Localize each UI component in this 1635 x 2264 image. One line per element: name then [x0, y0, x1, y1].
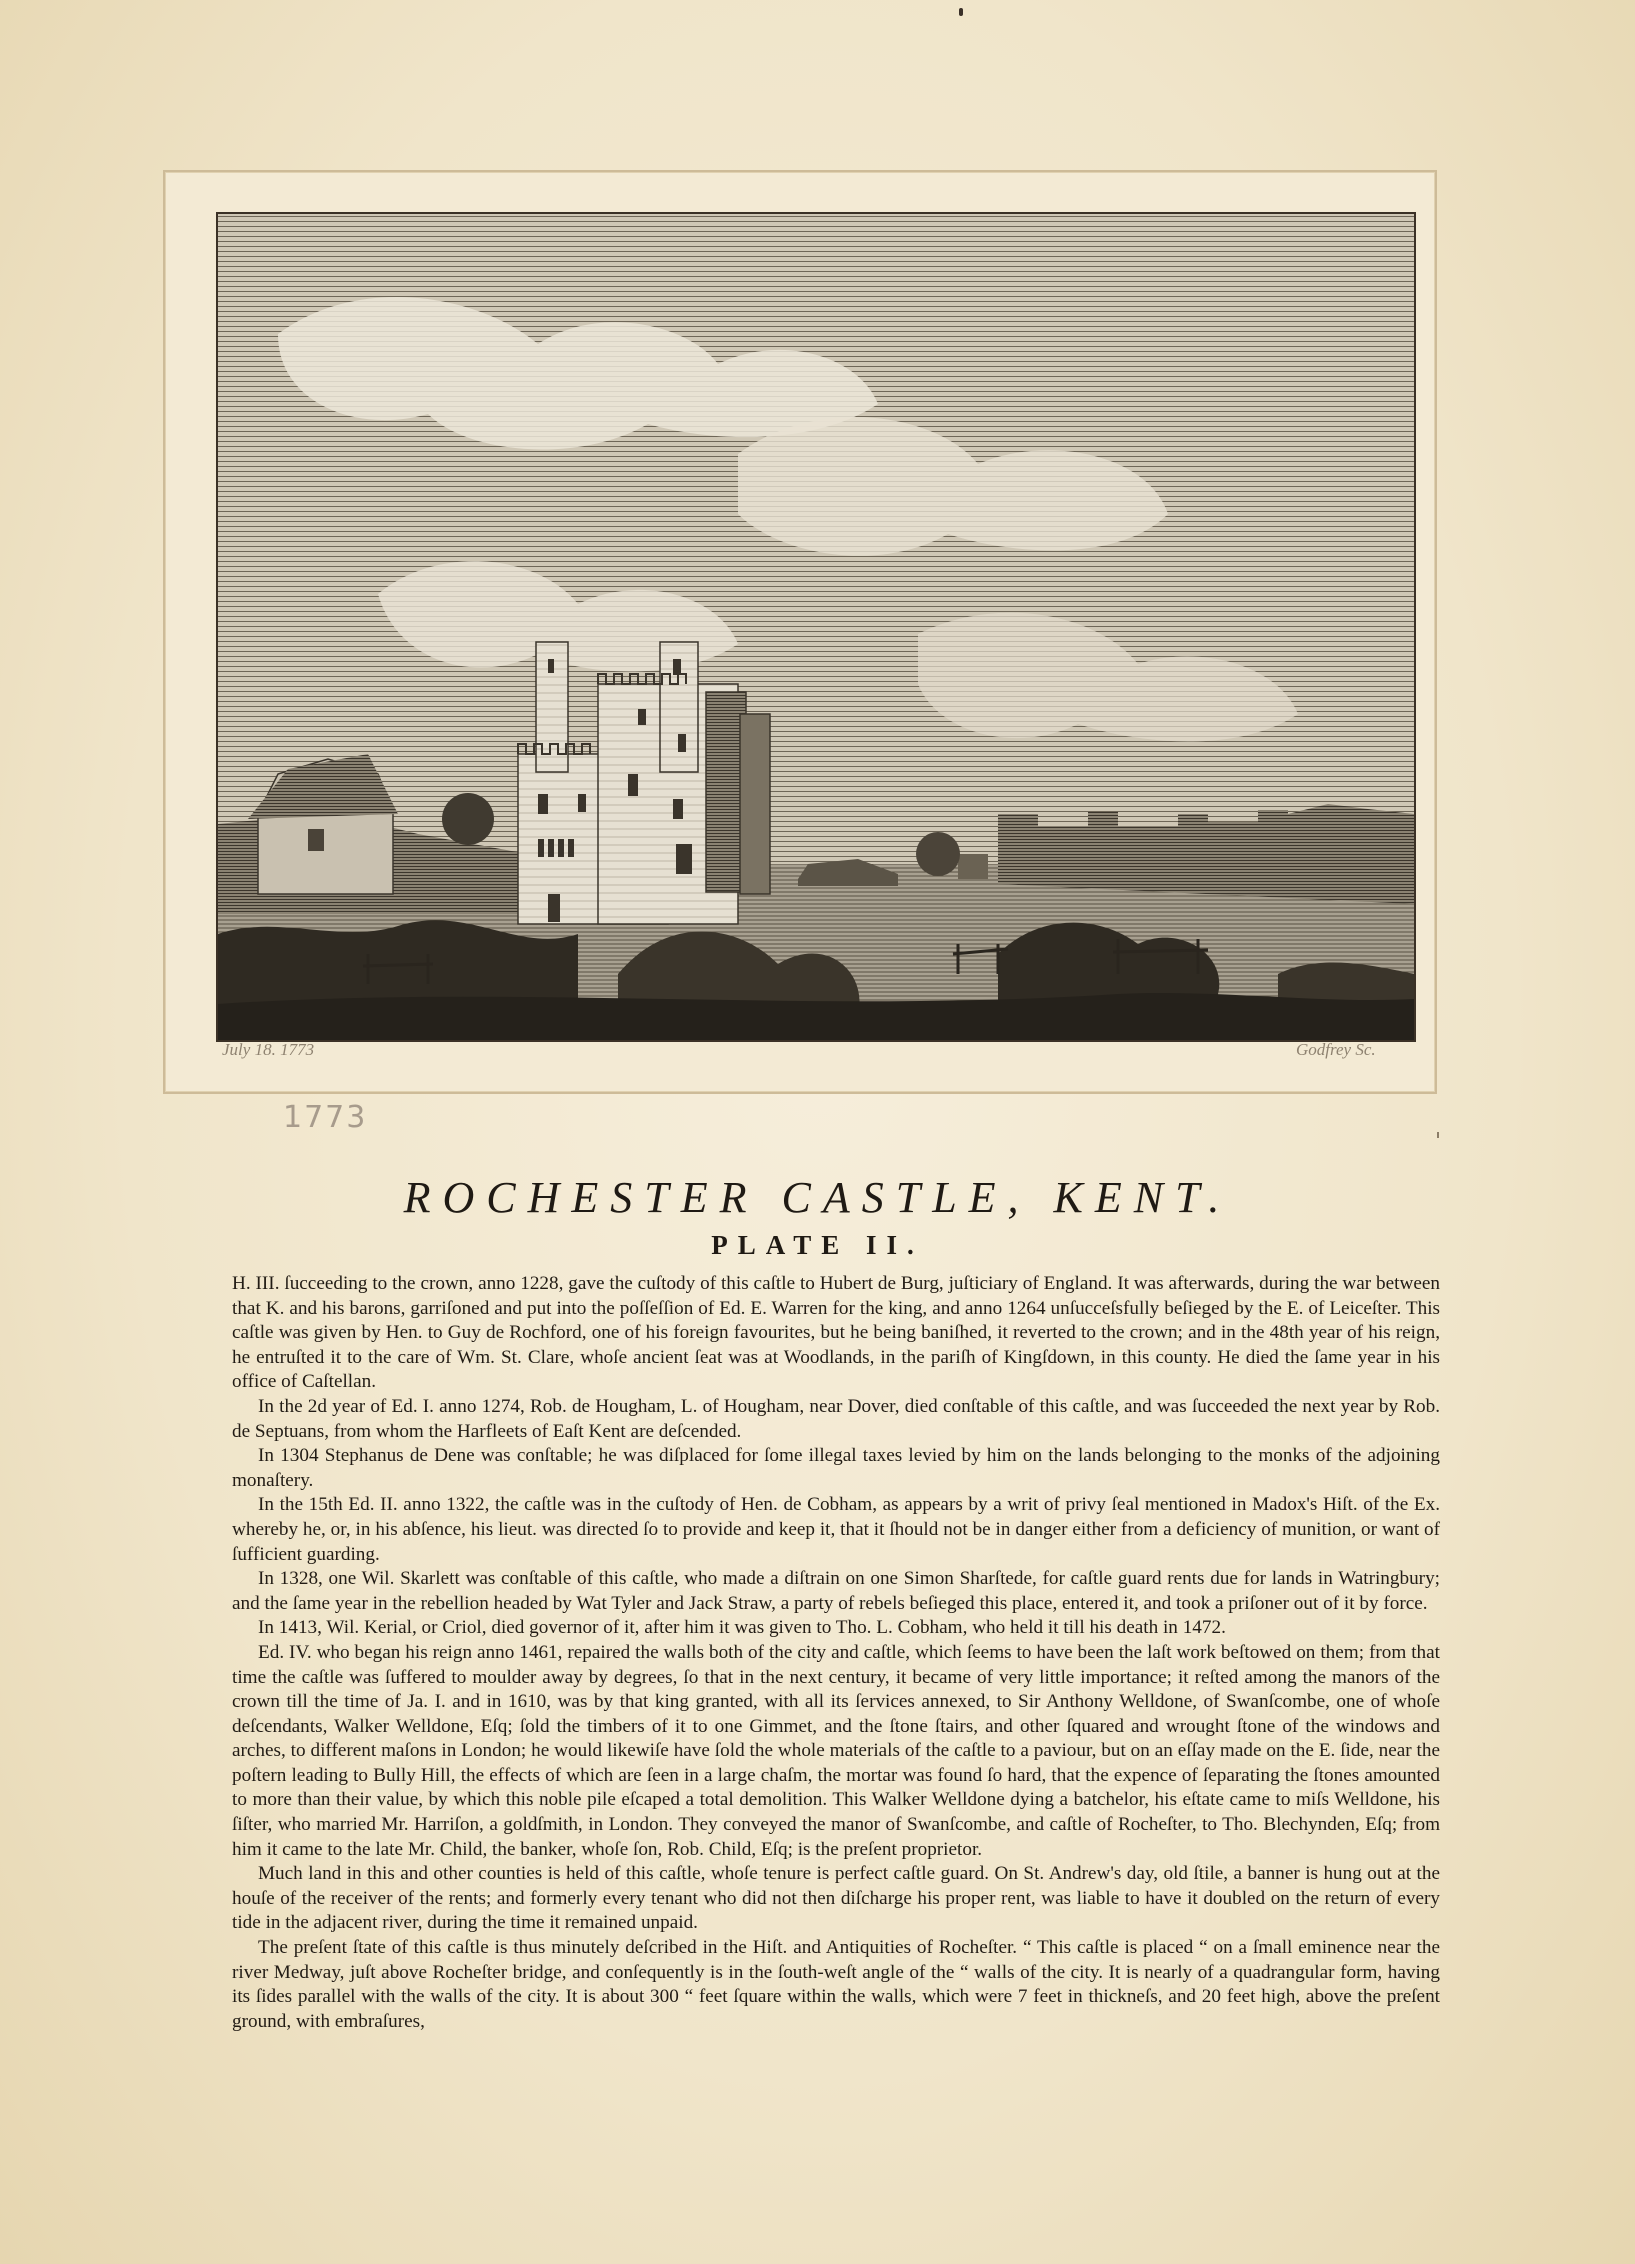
paragraph: In the 15th Ed. II. anno 1322, the caſtle was in the cuſtody of Hen. de Cobham, as appears by a writ of privy ſeal mentioned in Madox's Hiſt. of the Ex. whereby he, or, in his abſence, his lieut. was directed ſo to provide and keep it, that it ſhould not be in danger either from a deficiency of munition, or want of ſufficient guarding.	[232, 1494, 1440, 1565]
paragraph: In 1328, one Wil. Skarlett was conſtable of this caſtle, who made a diſtrain on one Simon Sharſtede, for caſtle guard rents due for lands in Watringbury; and the ſame year in the rebellion headed by Wat Tyler and Jack Straw, a party of rebels beſieged this place, entered it, and took a priſoner out of it by force.	[232, 1568, 1440, 1614]
cottage-window	[308, 829, 324, 851]
ruin-fragment	[958, 854, 988, 879]
engraver-signature: Godfrey Sc.	[1296, 1040, 1376, 1059]
tree	[442, 793, 494, 845]
paragraph: In 1413, Wil. Kerial, or Criol, died governor of it, after him it was given to Tho. L. Cobham, who held it till his death in 1472.	[258, 1617, 1226, 1639]
paragraph: H. III. ſucceeding to the crown, anno 1228, gave the cuſtody of this caſtle to Hubert de Burg, juſticiary of England. It was afterwards, during the war between that K. and his barons, garriſoned and put into the poſſeſſion of Ed. E. Warren for the king, and anno 1264 unſucceſsfully beſieged by the E. of Leiceſter. This caſtle was given by Hen. to Guy de Rochford, one of his foreign favourites, but he being baniſhed, it reverted to the crown; and in the 48th year of his reign, he entruſted it to the care of Wm. St. Clare, whoſe ancient ſeat was at Woodlands, in the pariſh of Kingſdown, in this county. He died the ſame year in his office of Caſtellan.	[232, 1273, 1440, 1393]
plate-date-inscription: July 18. 1773	[222, 1040, 315, 1059]
ink-speck	[959, 8, 963, 16]
page-title: ROCHESTER CASTLE, KENT.	[403, 1173, 1232, 1222]
paragraph: Ed. IV. who began his reign anno 1461, repaired the walls both of the city and caſtle, which ſeems to have been the laſt work beſtowed on them; from that time the caſtle was ſuffered to moulder away by degrees, ſo that in the next century, it became of very little importance; it reſted among the manors of the crown till the time of Ja. I. and in 1610, was by that king granted, with all its ſervices annexed, to Sir Anthony Welldone, of Swanſcombe, one of whoſe deſcendants, Walker Welldone, Eſq; ſold the timbers of it to one Gimmet, and the ſtone ſtairs, and other ſquared and wrought ſtone of the windows and arches, to different maſons in London; he would likewiſe have ſold the whole materials of the caſtle to a paviour, but on an eſſay made on the E. ſide, near the poſtern leading to Bully Hill, the effects of which are ſeen in a large chaſm, the mortar was found ſo hard, that the expence of ſeparating the ſtones amounted to more than their value, by which this noble pile eſcaped a total demolition. This Walker Welldone dying a batchelor, his eſtate came to miſs Welldone, his ſiſter, who married Mr. Harriſon, a goldſmith, in London. They conveyed the manor of Swanſcombe, and caſtle of Rocheſter, to Tho. Blechynden, Eſq; from him it came to the late Mr. Child, the banker, whoſe ſon, Rob. Child, Eſq; is the preſent proprietor.	[232, 1641, 1440, 1860]
engraving-rochester-castle	[216, 212, 1416, 1042]
paragraph: Much land in this and other counties is held of this caſtle, whoſe tenure is perfect caſtle guard. On St. Andrew's day, old ſtile, a banner is hung out at the houſe of the receiver of the rents; and formerly every tenant who did not then diſcharge his proper rent, was liable to have it doubled on the return of every tide in the adjacent river, during the time it remained unpaid.	[232, 1863, 1440, 1934]
plate-number: PLATE II.	[711, 1230, 924, 1260]
ink-speck	[1437, 1132, 1439, 1138]
article-body	[232, 1272, 1440, 2034]
pencil-annotation: 1773	[283, 1100, 368, 1135]
engraving-illustration	[218, 214, 1414, 1040]
paragraph: The preſent ſtate of this caſtle is thus minutely deſcribed in the Hiſt. and Antiquities of Rocheſter. “ This caſtle is placed “ on a ſmall eminence near the river Medway, juſt above Rocheſter bridge, and conſequently is in the ſouth-weſt angle of the “ walls of the city. It is nearly of a quadrangular form, having its ſides parallel with the walls of the city. It is about 300 “ feet ſquare within the walls, which were 7 feet in thickneſs, and 20 feet high, above the preſent ground, with embraſures,	[232, 1937, 1440, 2032]
tree	[916, 832, 960, 876]
castle-keep	[518, 642, 770, 924]
paragraph: In 1304 Stephanus de Dene was conſtable; he was diſplaced for ſome illegal taxes levied by him on the lands belonging to the monks of the adjoining monaſtery.	[232, 1445, 1440, 1491]
paragraph: In the 2d year of Ed. I. anno 1274, Rob. de Hougham, L. of Hougham, near Dover, died conſtable of this caſtle, and was ſucceeded the next year by Rob. de Septuans, from whom the Harfleets of Eaſt Kent are deſcended.	[232, 1395, 1440, 1442]
